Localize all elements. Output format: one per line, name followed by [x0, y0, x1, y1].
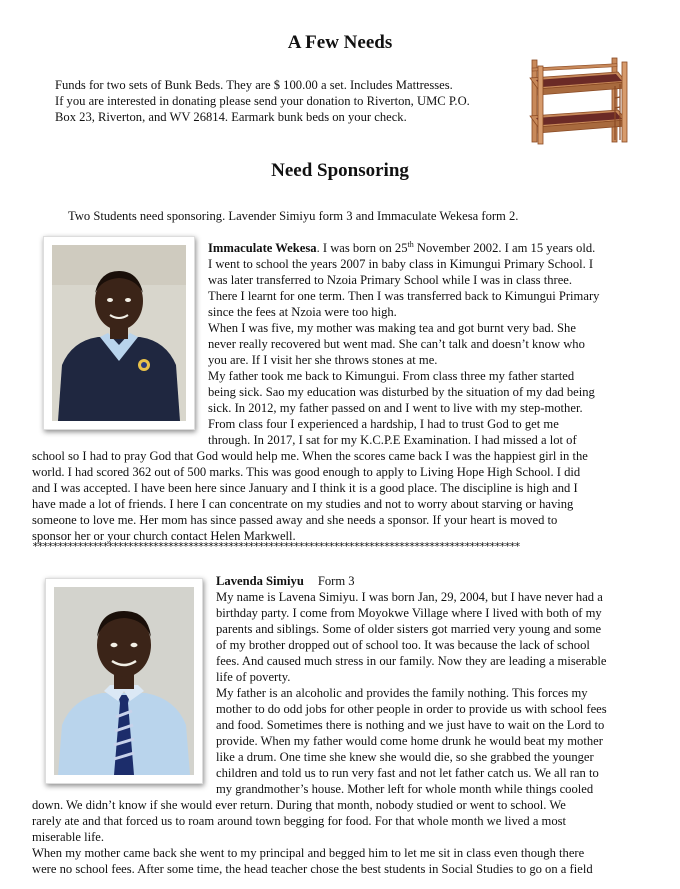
- text-line: were no school fees. After some time, the head teacher chose the best students in Social Studies to go on a field: [32, 862, 593, 876]
- text-line: was later transferred to Nzoia Primary School while I was in class three.: [208, 273, 573, 287]
- text-line: My father took me back to Kimungui. From class three my father started: [208, 369, 575, 383]
- text-line: Immaculate Wekesa. I was born on 25th November 2002. I am 15 years old.: [208, 239, 596, 255]
- text-line: through. In 2017, I sat for my K.C.P.E Examination. I had missed a lot of: [208, 433, 577, 447]
- bunk-bed-image: [522, 56, 632, 146]
- lavenda-photo-frame: [45, 578, 203, 784]
- text-line: sponsor her or your church contact Helen Markwell.: [32, 529, 296, 543]
- student-name-immaculate: Immaculate Wekesa: [208, 241, 317, 255]
- text-line: never really recovered but went mad. She can’t talk and doesn’t know who: [208, 337, 585, 351]
- text-line: mother to do odd jobs for other people in order to provide us with school fees: [216, 702, 607, 716]
- text-line: There I learnt for one term. Then I was transferred back to Kimungui Primary: [208, 289, 600, 303]
- text-line: fees. And caused much stress in our family. Now they are leading a miserable: [216, 654, 607, 668]
- text-line: When my mother came back she went to my principal and begged him to let me sit in class even though there: [32, 846, 585, 860]
- text-line: My name is Lavena Simiyu. I was born Jan, 29, 2004, but I have never had a: [216, 590, 603, 604]
- text-line: My father is an alcoholic and provides the family nothing. This forces my: [216, 686, 588, 700]
- section-title-need-sponsoring: Need Sponsoring: [271, 160, 409, 181]
- text-line: being sick. Sao my education was disturbed by the situation of my dad being: [208, 385, 595, 399]
- text-line: Box 23, Riverton, and WV 26814. Earmark bunk beds on your check.: [55, 110, 407, 124]
- bunk-bed-request: [55, 77, 525, 125]
- text-line: When I was five, my mother was making tea and got burnt very bad. She: [208, 321, 576, 335]
- text-line: you are. If I visit her she throws stones at me.: [208, 353, 438, 367]
- text-line: provide. When my father would come home drunk he would beat my mother: [216, 734, 603, 748]
- text-line: rarely ate and that forced us to roam around town begging for food. For that whole month we lived a most: [32, 814, 567, 828]
- student-name-lavenda: Lavenda Simiyu: [216, 574, 304, 588]
- student-form-lavenda: Form 3: [317, 574, 355, 588]
- lavenda-story-wrapped: [216, 573, 646, 797]
- text-line: down. We didn’t know if she would ever return. During that month, nobody studied or went to school. We: [32, 798, 566, 812]
- immaculate-photo-frame: [43, 236, 195, 430]
- text-line: sick. In 2012, my father passed on and I went to live with my step-mother.: [208, 401, 583, 415]
- section-separator: *************************************************************************************************: [32, 541, 520, 553]
- lavenda-story-full: [32, 797, 647, 877]
- text-line: children and told us to run very fast and not let father catch us. We all ran to: [216, 766, 599, 780]
- text-line: world. I had scored 362 out of 500 marks. This was good enough to apply to Living Hope High School. I did: [32, 465, 581, 479]
- text-line: my grandmother’s house. Mother left for whole month while things cooled: [216, 782, 594, 796]
- text-line: like a drum. One time she knew she would die, so she grabbed the younger: [216, 750, 594, 764]
- immaculate-story-full: [32, 448, 647, 544]
- text-line: If you are interested in donating please send your donation to Riverton, UMC P.O.: [55, 94, 470, 108]
- sponsoring-intro: Two Students need sponsoring. Lavender Simiyu form 3 and Immaculate Wekesa form 2.: [68, 209, 519, 223]
- immaculate-story-wrapped: [208, 240, 638, 448]
- text-line: have made a lot of friends. I here I can concentrate on my studies and not to worry about starving or having: [32, 497, 574, 511]
- text-line: Funds for two sets of Bunk Beds. They are $ 100.00 a set. Includes Mattresses.: [55, 78, 453, 92]
- text-line: since the fees at Nzoia were too high.: [208, 305, 397, 319]
- text-line: and food. Sometimes there is nothing and we just have to wait on the Lord to: [216, 718, 605, 732]
- text-line: school so I had to pray God that God would help me. When the scores came back I was the happiest girl in the: [32, 449, 588, 463]
- text-line: miserable life.: [32, 830, 105, 844]
- text-line: birthday party. I come from Moyokwe Village where I lived with both of my: [216, 606, 602, 620]
- section-title-few-needs: A Few Needs: [287, 32, 393, 53]
- text-line: and I was accepted. I have been here since January and I think it is a good place. The discipline is high and I: [32, 481, 578, 495]
- text-line: someone to love me. Her mom has since passed away and she needs a sponsor. If your heart is moved to: [32, 513, 558, 527]
- text-line: of my brother dropped out of school too. It was because the lack of school: [216, 638, 590, 652]
- lavenda-photo: [54, 587, 194, 775]
- text-line: From class four I experienced a hardship, I had to trust God to get me: [208, 417, 559, 431]
- text-line: life of poverty.: [216, 670, 291, 684]
- immaculate-photo: [52, 245, 186, 421]
- text-line: parents and siblings. Some of older sisters got married very young and some: [216, 622, 602, 636]
- text-line: I went to school the years 2007 in baby class in Kimungui Primary School. I: [208, 257, 594, 271]
- text-line: [216, 573, 646, 589]
